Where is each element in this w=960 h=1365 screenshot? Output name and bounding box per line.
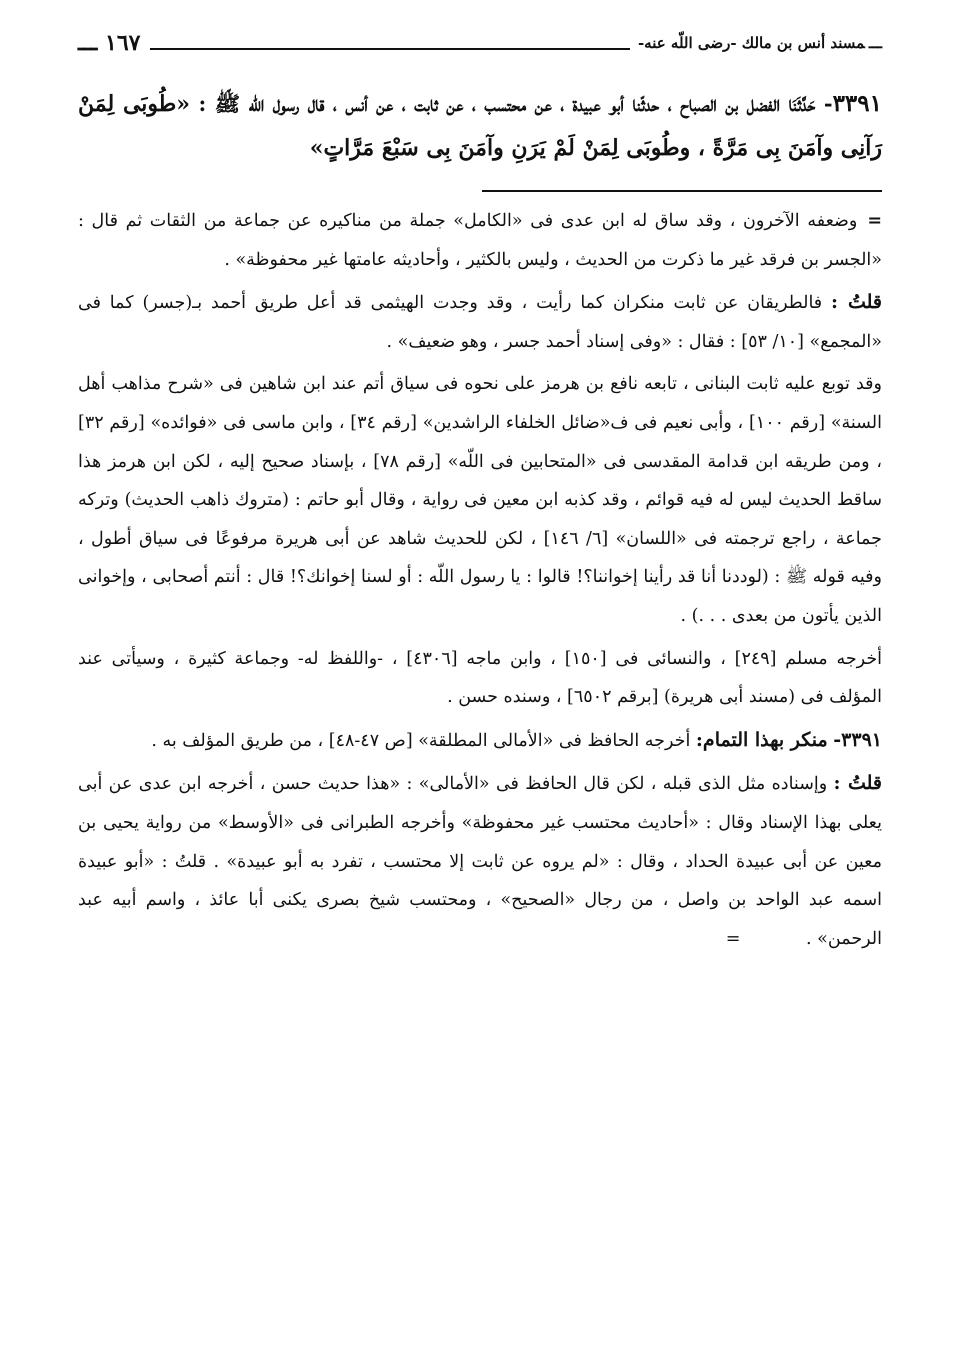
footnote-text: وإسناده مثل الذى قبله ، لكن قال الحافظ فى «الأمالى» : «هذا حديث حسن ، أخرجه ابن عدى عن أبى يعلى بهذا الإسناد وقال : «أحاديث محتسب غير محفوظة» وأخرجه الطبرانى فى «الأوسط» من رواية يحيى بن معين عن أبى عبيدة الحداد ، وقال : «لم يروه عن ثابت إلا محتسب ، تفرد به أبو عبيدة» . قلتُ : «أبو عبيدة اسمه عبد الواحد بن واصل ، من رجال «الصحيح» ، ومحتسب شيخ بصرى يكنى أبا عائذ ، واسم أبيه عبد الرحمن» . <box>78 774 882 949</box>
footnote-number: ٣٣٩١- <box>833 728 882 751</box>
footnote-paragraph <box>78 764 882 958</box>
footnote-paragraph <box>78 640 882 717</box>
qultu-lead: قلتُ : <box>833 772 882 795</box>
footnote-paragraph <box>78 365 882 635</box>
qultu-lead: قلتُ : <box>831 291 882 314</box>
footnote-paragraph <box>78 283 882 361</box>
page <box>78 28 882 1335</box>
continuation-marker-end: = <box>725 928 741 949</box>
verdict-lead: منكر بهذا التمام: <box>695 728 828 751</box>
footnote-separator <box>78 170 882 192</box>
header-rule <box>150 48 652 50</box>
footnote-text: أخرجه مسلم [٢٤٩] ، والنسائى فى [١٥٠] ، وابن ماجه [٤٣٠٦] ، -واللفظ له- وجماعة كثيرة ، وسيأتى عند المؤلف فى (مسند أبى هريرة) [برقم ٦٥٠٢] ، وسنده حسن . <box>78 648 882 708</box>
footnote-text: وقد توبع عليه ثابت البنانى ، تابعه نافع بن هرمز على نحوه فى سياق أتم عند ابن شاهين فى «شرح مذاهب أهل السنة» [رقم ١٠٠] ، وأبى نعيم فى ف«ضائل الخلفاء الراشدين» [رقم ٣٤] ، وابن ماسى فى «فوائده» [رقم ٣٢] ، ومن طريقه ابن قدامة المقدسى فى «المتحابين فى اللّه» [رقم ٧٨] ، بإسناد صحيح إليه ، لكن ابن هرمز هذا ساقط الحديث ليس له فيه قوائم ، وقد كذبه ابن معين فى رواية ، وقال أبو حاتم : (متروك ذاهب الحديث) وتركه جماعة ، راجع ترجمته فى «اللسان» [٦/ ١٤٦] ، لكن للحديث شاهد عن أبى هريرة مرفوعًا فى سياق أطول ، وفيه قوله ﷺ : (لوددنا أنا قد رأينا إخواننا؟! قالوا : يا رسول اللّه : أو لسنا إخوانك؟! قال : أنتم أصحابى ، وإخوانى الذين يأتون من بعدى . . .) . <box>78 374 882 626</box>
hadith-matn: «طُوبَى لِمَنْ رَآنِى وآمَنَ بِى مَرَّةً ، وطُوبَى لِمَنْ لَمْ يَرَنِ وآمَنَ بِى سَبْعَ مَرَّاتٍ» <box>78 91 882 161</box>
continuation-marker: = <box>867 211 882 231</box>
footnote-text: أخرجه الحافظ فى «الأمالى المطلقة» [ص ٤٧-٤٨] ، من طريق المؤلف به . <box>151 730 691 751</box>
hadith-isnad: - حَدَّثَنَا الفضل بن الصباح ، حدثّنا أبو عبيدة ، عن محتسب ، عن ثابت ، عن أنس ، قال رسول اللّه ﷺ : <box>198 91 833 116</box>
page-number: ١٦٧ ـــ <box>78 30 144 56</box>
footnotes <box>78 202 882 958</box>
hadith-text <box>78 82 882 170</box>
running-title-text: مسند أنس بن مالك -رضى اللّه عنه- <box>637 34 865 52</box>
page-number-text: ١٦٧ <box>105 30 141 56</box>
running-head <box>78 28 882 68</box>
footnote-text: فالطريقان عن ثابت منكران كما رأيت ، وقد وجدت الهيثمى قد أعل طريق أحمد بـ(جسر) كما فى «المجمع» [١٠/ ٥٣] : فقال : «وفى إسناد أحمد جسر ، وهو ضعيف» . <box>78 293 882 352</box>
footnote-text: وضعفه الآخرون ، وقد ساق له ابن عدى فى «الكامل» جملة من مناكيره عن جماعة من الثقات ثم قال : «الجسر بن فرقد غير ما ذكرت من الحديث ، وليس بالكثير ، وأحاديثه عامتها غير محفوظة» . <box>78 211 882 270</box>
running-title: ـــمسند أنس بن مالك -رضى اللّه عنه- <box>630 34 882 52</box>
footnote-paragraph <box>78 721 882 761</box>
footnote-rule <box>482 190 882 192</box>
footnote-paragraph <box>78 202 882 279</box>
hadith-number: ٣٣٩١ <box>832 90 882 117</box>
